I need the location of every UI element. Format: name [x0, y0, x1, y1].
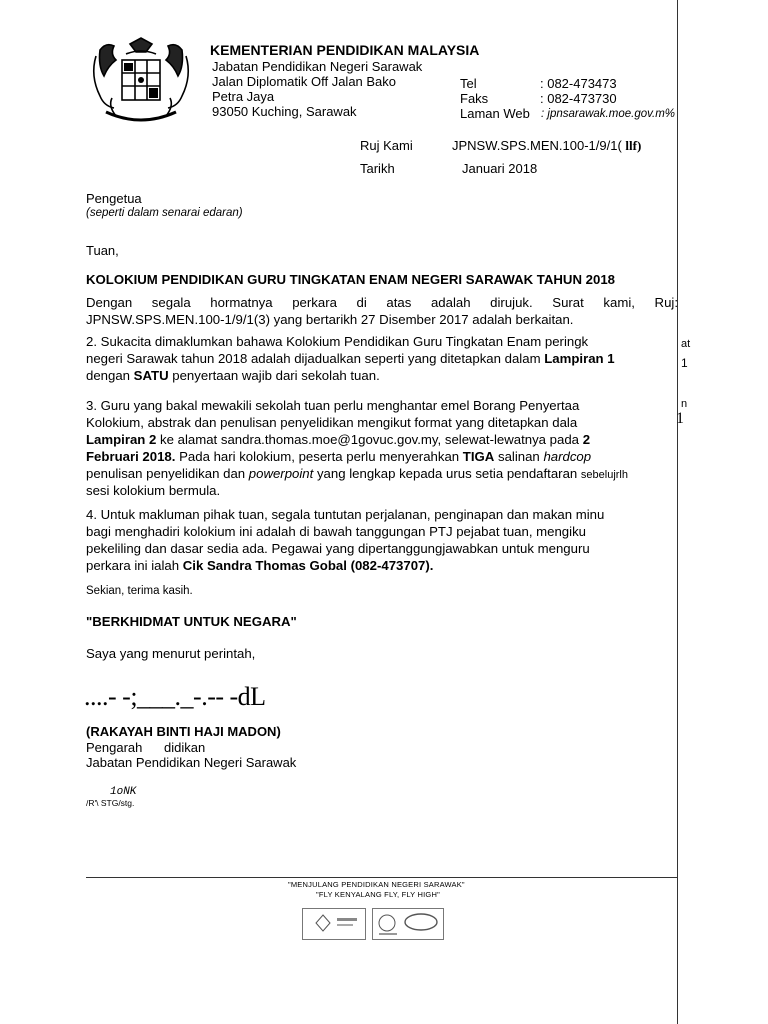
ref-label: Ruj Kami	[360, 138, 413, 153]
scan-edge-line	[677, 0, 678, 1024]
closing-order: Saya yang menurut perintah,	[86, 646, 256, 661]
margin-mark: 1	[676, 410, 684, 427]
date-value: Januari 2018	[462, 161, 538, 176]
date-label: Tarikh	[360, 161, 395, 176]
paragraph-2-line: negeri Sarawak tahun 2018 adalah dijadualkan seperti yang ditetapkan dalam Lampiran 1	[86, 351, 615, 366]
paragraph-4-line: perkara ini ialah Cik Sandra Thomas Gobal (082-473707).	[86, 558, 434, 573]
paragraph-3-line: penulisan penyelidikan dan powerpoint yang lengkap kepada urus setia pendaftaran sebelujrlh	[86, 466, 628, 481]
margin-mark: 1	[681, 356, 688, 370]
subject-heading: KOLOKIUM PENDIDIKAN GURU TINGKATAN ENAM NEGERI SARAWAK TAHUN 2018	[86, 272, 615, 287]
fax-value: : 082-473730	[540, 91, 617, 106]
address-line: Petra Jaya	[212, 89, 275, 104]
reference-initials: /R'\ STG/stg.	[86, 798, 135, 808]
paragraph-1-line: Dengan segala hormatnya perkara di atas adalah dirujuk. Surat kami, Ruj:	[86, 295, 678, 310]
signatory-position: Pengarah didikan	[86, 740, 206, 755]
fax-label: Faks	[460, 91, 489, 106]
footer-slogan: "FLY KENYALANG FLY, FLY HIGH"	[316, 890, 440, 899]
tel-label: Tel	[460, 76, 477, 91]
address-line: 93050 Kuching, Sarawak	[212, 104, 357, 119]
paragraph-4-line: bagi menghadiri kolokium ini adalah di bawah tanggungan PTJ pejabat tuan, mengiku	[86, 524, 586, 539]
margin-mark: n	[681, 398, 688, 410]
malaysia-coat-of-arms-logo	[86, 36, 196, 136]
signatory-department: Jabatan Pendidikan Negeri Sarawak	[86, 755, 297, 770]
footer-logo-2	[372, 908, 444, 940]
paragraph-3-line: Februari 2018. Pada hari kolokium, peserta perlu menyerahkan TIGA salinan hardcop	[86, 449, 592, 464]
motto: "BERKHIDMAT UNTUK NEGARA"	[86, 614, 297, 629]
closing-thanks: Sekian, terima kasih.	[86, 585, 193, 597]
footer-logo-1	[302, 908, 366, 940]
recipient-note: (seperti dalam senarai edaran)	[86, 207, 243, 219]
footer-slogan: "MENJULANG PENDIDIKAN NEGERI SARAWAK"	[288, 880, 465, 889]
paragraph-3-line: 3. Guru yang bakal mewakili sekolah tuan perlu menghantar emel Borang Penyertaa	[86, 398, 580, 413]
paragraph-4-line: 4. Untuk makluman pihak tuan, segala tuntutan perjalanan, penginapan dan makan minu	[86, 507, 605, 522]
paragraph-1-line: JPNSW.SPS.MEN.100-1/9/1(3) yang bertarikh 27 Disember 2017 adalah berkaitan.	[86, 312, 574, 327]
paragraph-2-line: 2. Sukacita dimaklumkan bahawa Kolokium Pendidikan Guru Tingkatan Enam peringk	[86, 334, 589, 349]
address-line: Jalan Diplomatik Off Jalan Bako	[212, 74, 397, 89]
web-label: Laman Web	[460, 106, 530, 121]
ministry-title: KEMENTERIAN PENDIDIKAN MALAYSIA	[210, 42, 480, 58]
signature: ....- -;___._-.-- -dL	[84, 682, 266, 711]
ref-value: JPNSW.SPS.MEN.100-1/9/1( llf)	[452, 138, 642, 153]
paragraph-3-line: sesi kolokium bermula.	[86, 483, 221, 498]
margin-mark: at	[681, 338, 691, 350]
tel-value: : 082-473473	[540, 76, 617, 91]
salutation: Tuan,	[86, 243, 119, 258]
recipient-title: Pengetua	[86, 191, 142, 206]
handwritten-initials: 1oNK	[110, 786, 137, 798]
address-line: Jabatan Pendidikan Negeri Sarawak	[212, 59, 423, 74]
web-value: : jpnsarawak.moe.gov.m%	[541, 108, 676, 120]
paragraph-4-line: pekeliling dan dasar sedia ada. Pegawai yang dipertanggungjawabkan untuk menguru	[86, 541, 590, 556]
signatory-name: (RAKAYAH BINTI HAJI MADON)	[86, 724, 281, 739]
paragraph-2-line: dengan SATU penyertaan wajib dari sekolah tuan.	[86, 368, 380, 383]
paragraph-3-line: Kolokium, abstrak dan penulisan penyelidikan mengikut format yang ditetapkan dala	[86, 415, 578, 430]
paragraph-3-line: Lampiran 2 ke alamat sandra.thomas.moe@1govuc.gov.my, selewat-lewatnya pada 2	[86, 432, 591, 447]
footer-divider	[86, 877, 678, 878]
